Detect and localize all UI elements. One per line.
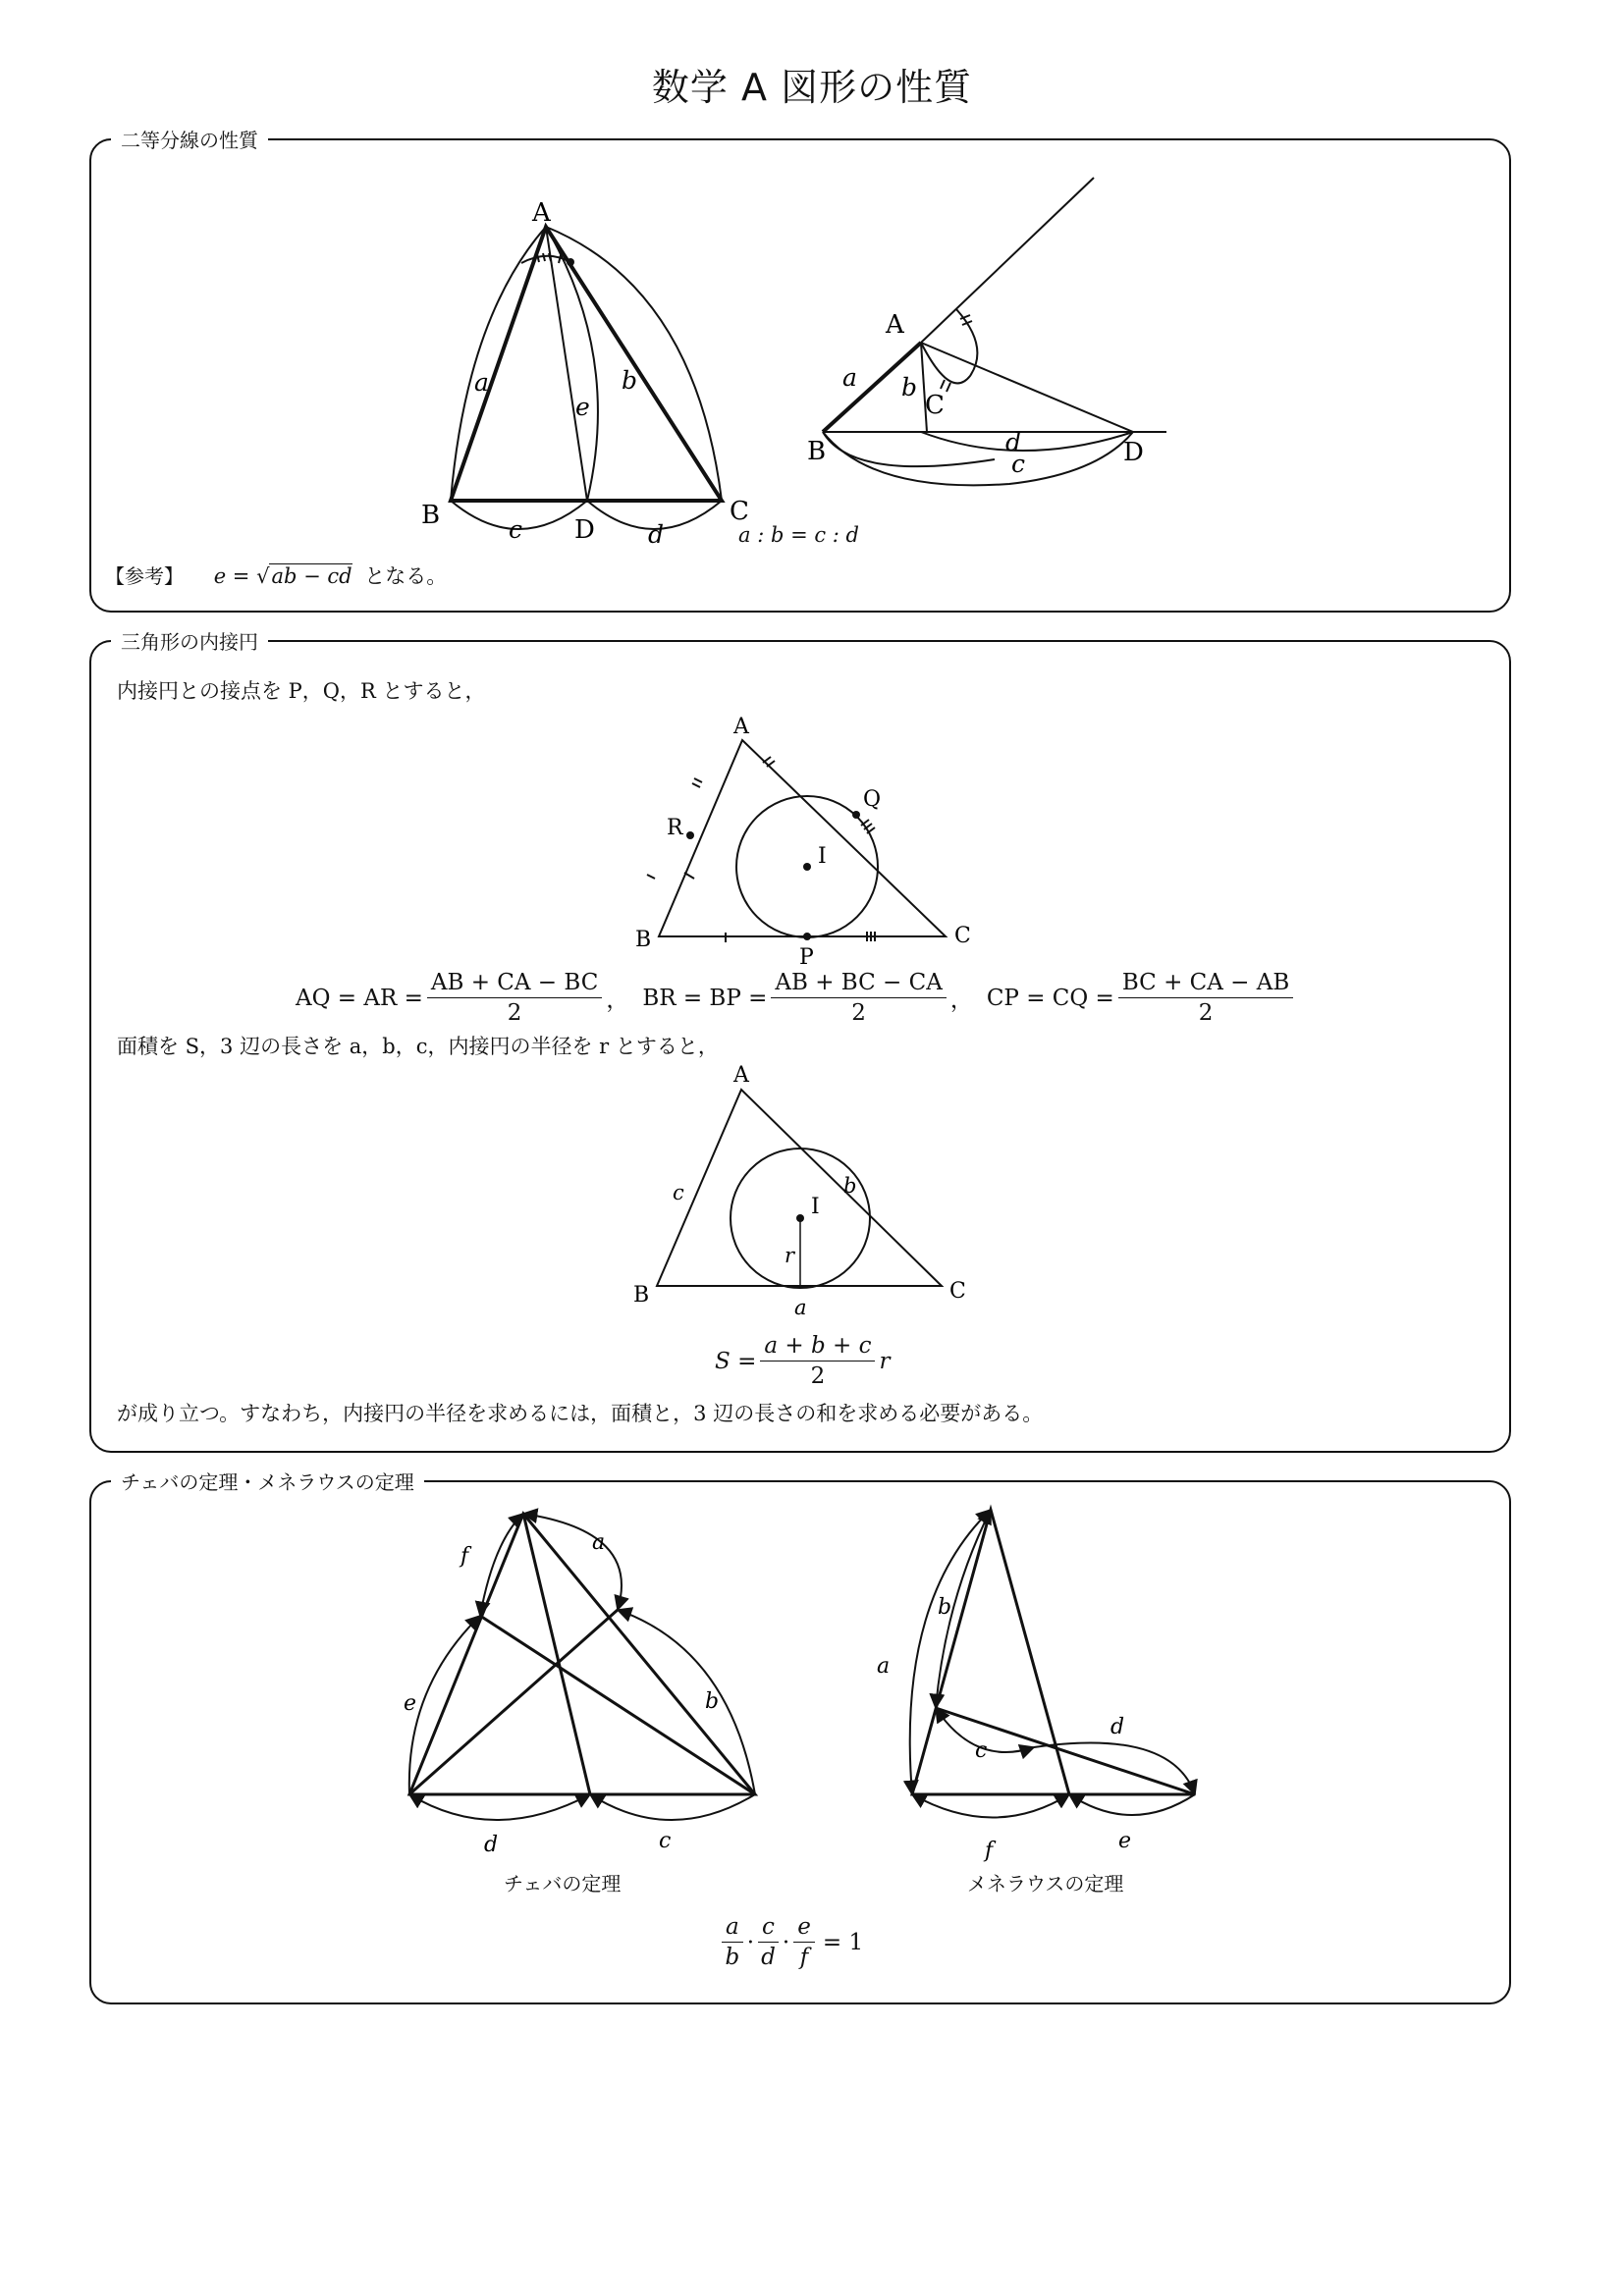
label-c: c <box>659 1829 672 1853</box>
label-b: b <box>901 373 918 401</box>
label-f: f <box>985 1839 994 1863</box>
incircle-figure-1 <box>629 716 983 971</box>
cp-num: BC + CA − AB <box>1118 970 1293 998</box>
ceva-heading: チェバの定理・メネラウスの定理 <box>111 1467 424 1495</box>
bp-den: 2 <box>851 1000 866 1026</box>
bisector-heading: 二等分線の性質 <box>111 125 268 153</box>
area-intro: 面積を S，3 辺の長さを a，b，c，内接円の半径を r とすると， <box>117 1035 719 1058</box>
label-e: e <box>1118 1829 1132 1853</box>
area-num: a + b + c <box>760 1333 875 1362</box>
area-den: 2 <box>810 1363 826 1389</box>
area-formula <box>715 1333 890 1389</box>
bisector-box <box>89 129 1511 613</box>
ceva-menelaus-box <box>89 1470 1511 2004</box>
bp-num: AB + BC − CA <box>771 970 946 998</box>
incircle-figure-2 <box>629 1063 983 1335</box>
ceva-caption: チェバの定理 <box>504 1872 622 1896</box>
label-B: B <box>633 1283 650 1308</box>
label-B: B <box>807 437 827 466</box>
label-e: e <box>575 393 590 421</box>
label-C: C <box>730 497 749 526</box>
dot-2: · <box>782 1929 790 1955</box>
f3-den: f <box>799 1945 809 1970</box>
bisector-formula: a : b = c : d <box>738 523 859 547</box>
label-P: P <box>799 945 814 970</box>
bp-lhs: BR = BP = <box>642 985 768 1011</box>
label-A: A <box>733 715 749 739</box>
cp-lhs: CP = CQ = <box>986 985 1114 1011</box>
label-C: C <box>949 1279 966 1304</box>
label-d: d <box>1005 428 1022 456</box>
label-c: c <box>975 1738 988 1763</box>
label-B: B <box>635 928 652 952</box>
label-b: b <box>705 1689 720 1714</box>
bisector-note: 【参考】 e = √ab − cd となる。 <box>105 564 448 588</box>
f3-num: e <box>793 1914 815 1943</box>
internal-bisector-figure <box>415 198 808 549</box>
f1-num: a <box>722 1914 743 1943</box>
area-lhs: S = <box>715 1348 757 1374</box>
label-C: C <box>954 924 971 948</box>
label-A: A <box>733 1063 749 1088</box>
label-a: a <box>794 1296 807 1319</box>
bp-sep: ， <box>949 988 973 1013</box>
aq-sep: ， <box>606 988 629 1013</box>
label-b: b <box>843 1174 857 1198</box>
label-Q: Q <box>863 787 882 812</box>
label-A: A <box>532 198 551 228</box>
label-f: f <box>460 1544 469 1569</box>
label-b: b <box>622 366 638 395</box>
label-a: a <box>592 1530 606 1555</box>
cp-den: 2 <box>1198 1000 1214 1026</box>
label-A: A <box>886 310 904 340</box>
label-D: D <box>574 515 595 545</box>
label-r: r <box>785 1244 795 1267</box>
f2-num: c <box>758 1914 779 1943</box>
aq-num: AB + CA − BC <box>427 970 602 998</box>
label-I: I <box>818 844 827 869</box>
label-c: c <box>673 1181 684 1204</box>
ceva-figure <box>386 1502 759 1857</box>
incircle-heading: 三角形の内接円 <box>111 626 268 655</box>
label-d: d <box>1110 1715 1125 1739</box>
incircle-box <box>89 630 1511 1453</box>
ceva-formula <box>718 1914 863 1970</box>
label-c: c <box>509 515 523 544</box>
label-b: b <box>938 1595 952 1620</box>
page-title: 数学 A 図形の性質 <box>651 66 973 109</box>
label-a: a <box>877 1654 891 1679</box>
label-C: C <box>925 391 945 420</box>
label-D: D <box>1123 438 1144 467</box>
dot-1: · <box>746 1929 755 1955</box>
label-a: a <box>474 368 489 397</box>
label-R: R <box>667 816 683 840</box>
note-label: 【参考】 <box>105 564 184 588</box>
label-c: c <box>1011 450 1026 478</box>
note-lhs: e = <box>213 564 250 588</box>
f1-den: b <box>725 1945 740 1970</box>
aq-den: 2 <box>507 1000 522 1026</box>
external-bisector-figure <box>807 229 1144 543</box>
label-B: B <box>421 501 441 530</box>
note-radicand: ab − cd <box>271 564 352 588</box>
label-a: a <box>842 363 857 392</box>
menelaus-figure <box>877 1502 1250 1863</box>
note-tail: となる。 <box>364 564 448 588</box>
tangent-length-formulas <box>296 970 1297 1026</box>
label-I: I <box>811 1195 820 1219</box>
ceva-rhs: = 1 <box>822 1929 864 1955</box>
area-tail: r <box>879 1348 891 1374</box>
aq-lhs: AQ = AR = <box>296 985 423 1011</box>
label-e: e <box>404 1691 417 1716</box>
f2-den: d <box>761 1945 776 1970</box>
menelaus-caption: メネラウスの定理 <box>967 1872 1124 1896</box>
label-d: d <box>648 520 665 549</box>
label-d: d <box>484 1833 499 1857</box>
incircle-intro: 内接円との接点を P，Q，R とすると， <box>117 679 486 703</box>
incircle-conclusion: が成り立つ。すなわち，内接円の半径を求めるには，面積と，3 辺の長さの和を求める必要がある。 <box>117 1402 1044 1425</box>
